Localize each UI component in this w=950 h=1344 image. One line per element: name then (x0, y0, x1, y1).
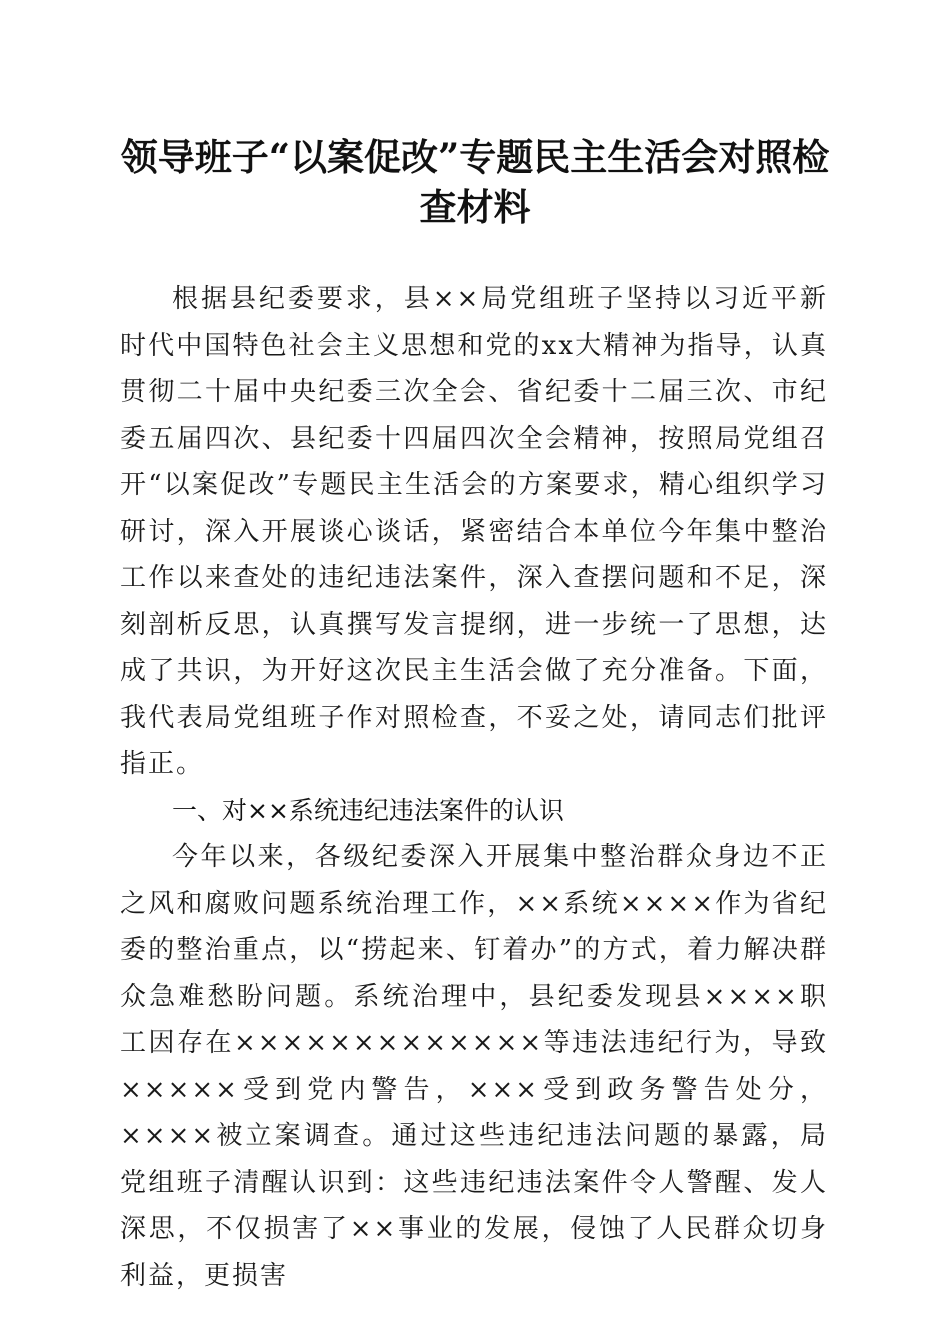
section-paragraph: 今年以来，各级纪委深入开展集中整治群众身边不正之风和腐败问题系统治理工作，××系统××××作为省纪委的整治重点，以“捞起来、钉着办”的方式，着力解决群众急难愁盼问题。系统治理中，县纪委发现县××××职工因存在×××××××××××××等违法违纪行为，导致×××××受到党内警告，×××受到政务警告处分，××××被立案调查。通过这些违纪违法问题的暴露，局党组班子清醒认识到：这些违纪违法案件令人警醒、发人深思，不仅损害了××事业的发展，侵蚀了人民群众切身利益，更损害 (120, 842, 828, 1291)
document-title: 领导班子“以案促改”专题民主生活会对照检查材料 (120, 135, 830, 229)
document-body (120, 276, 828, 1299)
intro-paragraph: 根据县纪委要求，县××局党组班子坚持以习近平新时代中国特色社会主义思想和党的xx大精神为指导，认真贯彻二十届中央纪委三次全会、省纪委十二届三次、市纪委五届四次、县纪委十四届四次全会精神，按照局党组召开“以案促改”专题民主生活会的方案要求，精心组织学习研讨，深入开展谈心谈话，紧密结合本单位今年集中整治工作以来查处的违纪违法案件，深入查摆问题和不足，深刻剖析反思，认真撰写发言提纲，进一步统一了思想，达成了共识，为开好这次民主生活会做了充分准备。下面，我代表局党组班子作对照检查，不妥之处，请同志们批评指正。 (120, 284, 828, 779)
section-heading: 一、对××系统违纪违法案件的认识 (172, 795, 564, 825)
